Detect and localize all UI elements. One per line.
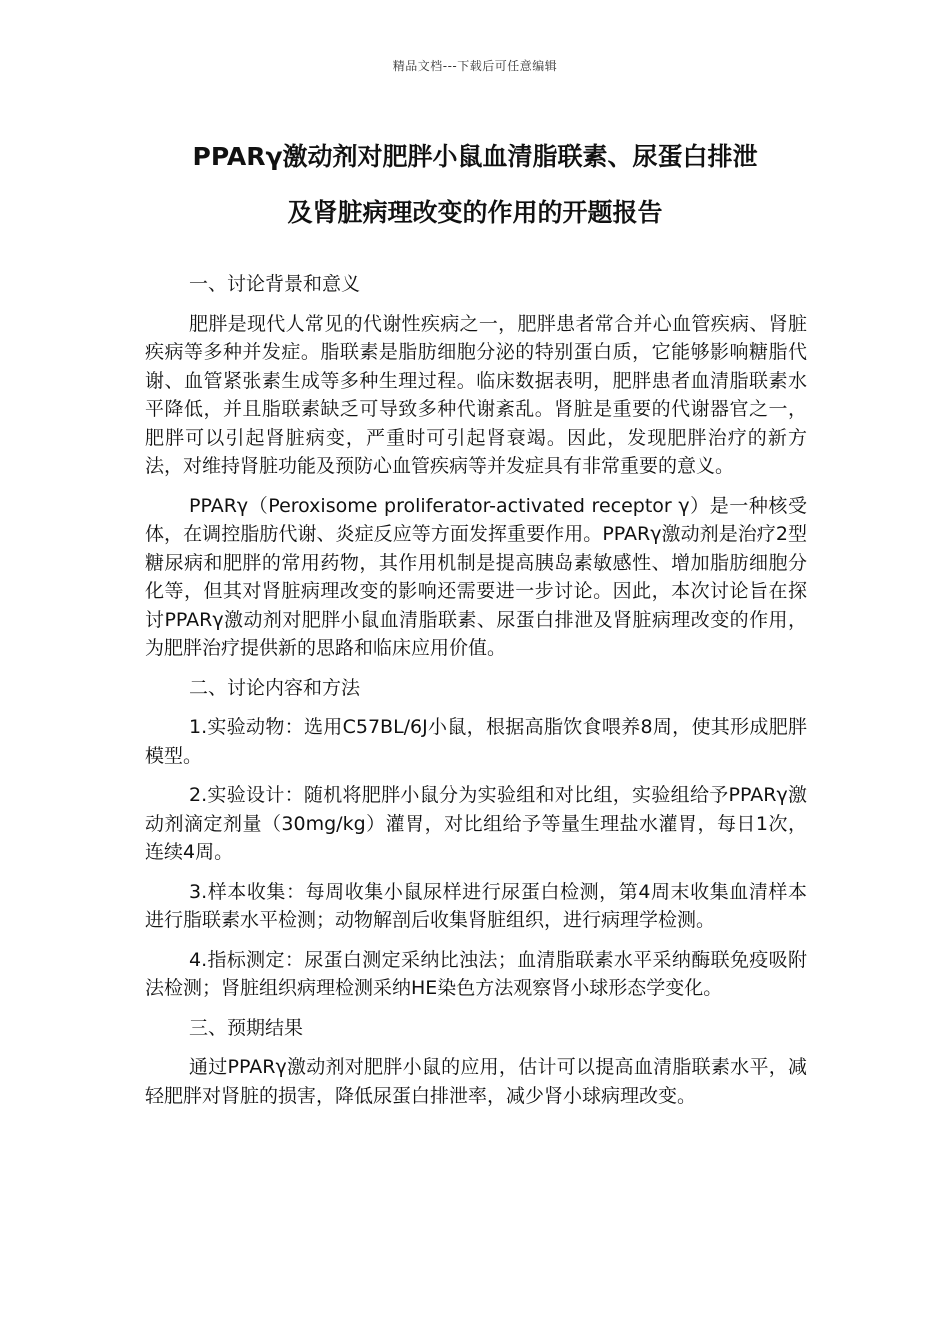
section-1-paragraph-2: PPARγ（Peroxisome proliferator-activated receptor γ）是一种核受体，在调控脂肪代谢、炎症反应等方面发挥重要作用。PPARγ激动剂是治疗2型糖尿病和肥胖的常用药物，其作用机制是提高胰岛素敏感性、增加脂肪细胞分化等，但其对肾脏病理改变的影响还需要进一步讨论。因此，本次讨论旨在探讨PPARγ激动剂对肥胖小鼠血清脂联素、尿蛋白排泄及肾脏病理改变的作用，为肥胖治疗提供新的思路和临床应用价值。 [145, 494, 807, 659]
section-1-paragraph-1: 肥胖是现代人常见的代谢性疾病之一，肥胖患者常合并心血管疾病、肾脏疾病等多种并发症。脂联素是脂肪细胞分泌的特别蛋白质，它能够影响糖脂代谢、血管紧张素生成等多种生理过程。临床数据表明，肥胖患者血清脂联素水平降低，并且脂联素缺乏可导致多种代谢紊乱。肾脏是重要的代谢器官之一，肥胖可以引起肾脏病变，严重时可引起肾衰竭。因此，发现肥胖治疗的新方法，对维持肾脏功能及预防心血管疾病等并发症具有非常重要的意义。 [145, 312, 807, 477]
section-2-item-3: 3.样本收集：每周收集小鼠尿样进行尿蛋白检测，第4周末收集血清样本进行脂联素水平检测；动物解剖后收集肾脏组织，进行病理学检测。 [145, 880, 807, 931]
section-2-heading: 二、讨论内容和方法 [189, 676, 361, 699]
section-2-item-4: 4.指标测定：尿蛋白测定采纳比浊法；血清脂联素水平采纳酶联免疫吸附法检测；肾脏组织病理检测采纳HE染色方法观察肾小球形态学变化。 [145, 948, 807, 999]
section-3-paragraph-1: 通过PPARγ激动剂对肥胖小鼠的应用，估计可以提高血清脂联素水平，减轻肥胖对肾脏的损害，降低尿蛋白排泄率，减少肾小球病理改变。 [145, 1056, 807, 1107]
document-body [145, 270, 807, 1121]
title-line-1: PPARγ激动剂对肥胖小鼠血清脂联素、尿蛋白排泄 [192, 142, 758, 171]
section-2-item-1: 1.实验动物：选用C57BL/6J小鼠，根据高脂饮食喂养8周，使其形成肥胖模型。 [145, 716, 807, 767]
section-1-heading: 一、讨论背景和意义 [189, 273, 361, 295]
title-line-2: 及肾脏病理改变的作用的开题报告 [287, 198, 663, 227]
header-note: 精品文档---下载后可任意编辑 [392, 59, 558, 73]
section-2-item-2: 2.实验设计：随机将肥胖小鼠分为实验组和对比组，实验组给予PPARγ激动剂滴定剂量（30mg/kg）灌胃，对比组给予等量生理盐水灌胃，每日1次，连续4周。 [145, 784, 807, 863]
section-3-heading: 三、预期结果 [189, 1016, 304, 1039]
